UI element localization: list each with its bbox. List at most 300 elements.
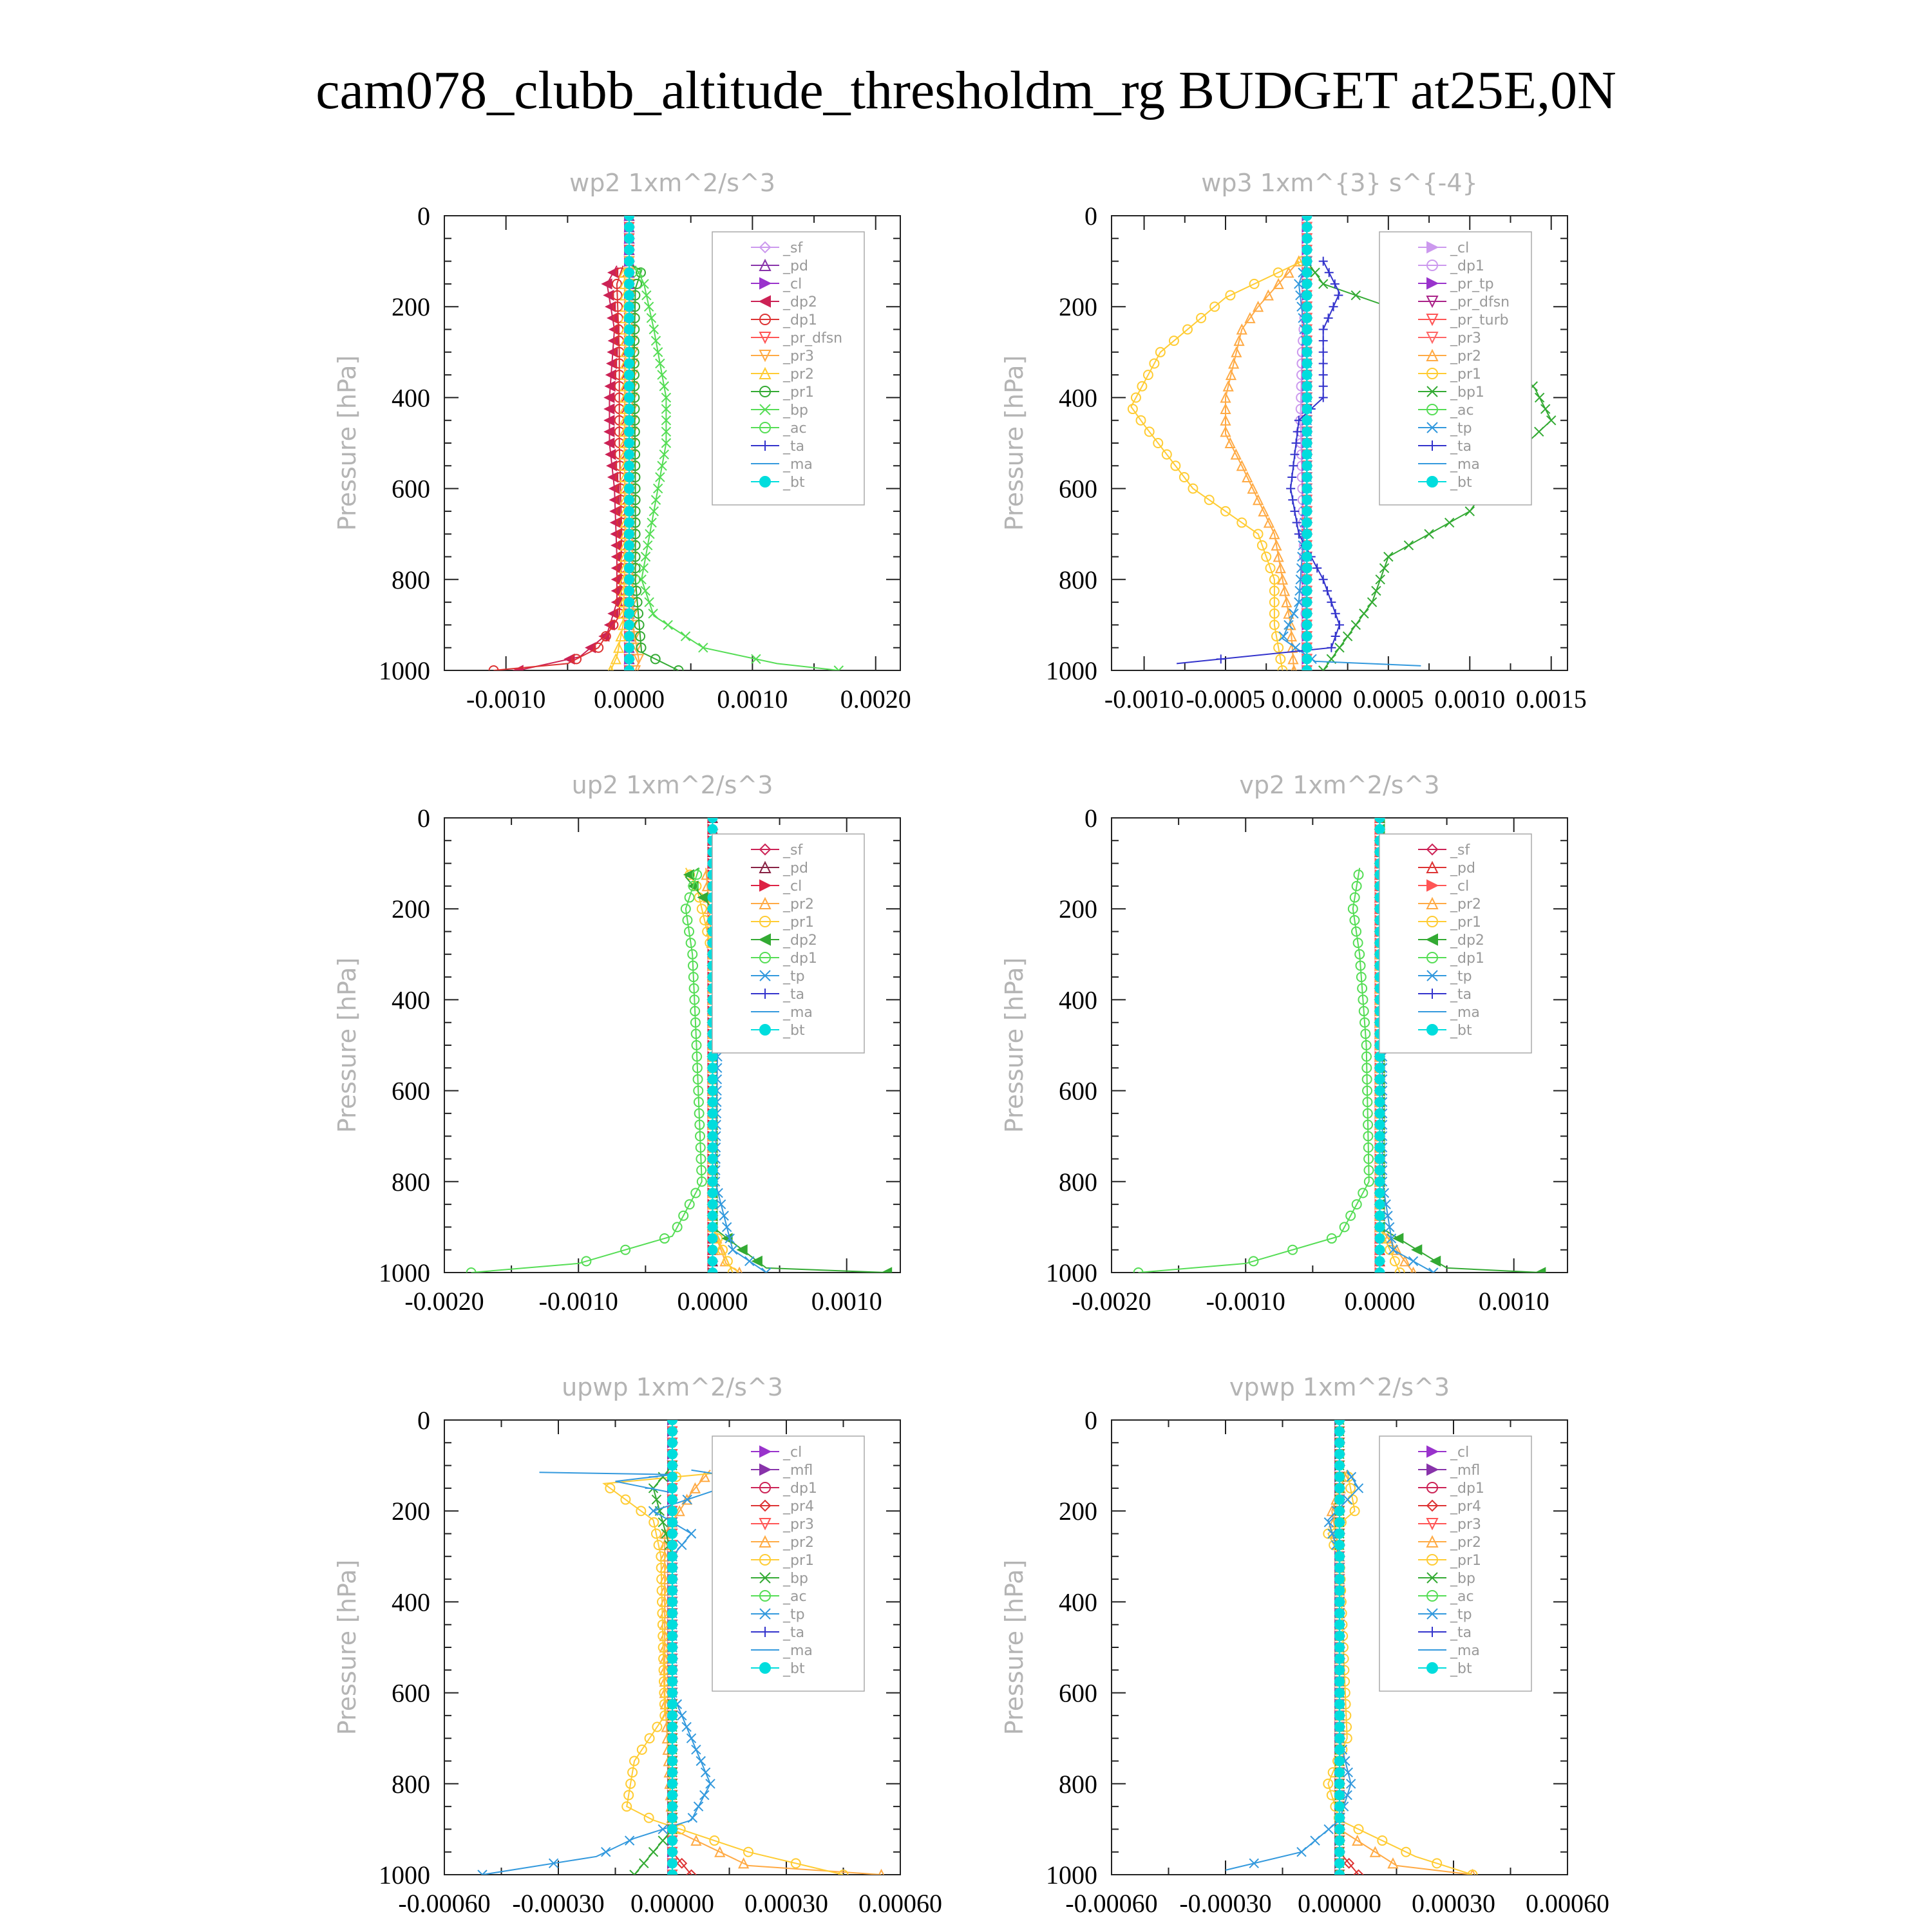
data-point bbox=[1302, 223, 1311, 232]
data-point bbox=[1335, 1575, 1344, 1584]
data-point bbox=[1335, 1700, 1344, 1709]
legend bbox=[1379, 232, 1531, 505]
legend-label: _pr1 bbox=[783, 1553, 815, 1569]
data-point bbox=[668, 1745, 677, 1754]
data-point bbox=[677, 1711, 687, 1720]
legend-label: _ac bbox=[1450, 1589, 1474, 1605]
legend-label: _cl bbox=[783, 878, 802, 895]
data-point bbox=[1302, 314, 1311, 323]
series-bt bbox=[625, 211, 634, 675]
data-point bbox=[668, 1779, 677, 1788]
data-point bbox=[1375, 1177, 1384, 1186]
data-point bbox=[668, 1427, 677, 1436]
y-tick-label: 600 bbox=[1059, 474, 1097, 504]
y-tick-label: 800 bbox=[392, 1167, 430, 1197]
data-point bbox=[645, 598, 654, 607]
data-point bbox=[1380, 564, 1389, 573]
data-point bbox=[1335, 1870, 1344, 1879]
data-point bbox=[1335, 1711, 1344, 1720]
data-point bbox=[1302, 211, 1311, 220]
y-tick-label: 0 bbox=[417, 1406, 430, 1435]
data-point bbox=[1335, 1802, 1344, 1811]
legend-label: _ma bbox=[783, 457, 813, 473]
data-point bbox=[668, 1757, 677, 1766]
y-tick-label: 400 bbox=[392, 985, 430, 1015]
data-point bbox=[649, 1506, 658, 1515]
data-point bbox=[668, 1859, 677, 1868]
data-point bbox=[625, 393, 634, 402]
data-point bbox=[625, 564, 634, 573]
legend-label: _pr4 bbox=[783, 1499, 815, 1515]
legend-label: _sf bbox=[1450, 842, 1470, 858]
x-tick-label: 0.0000 bbox=[594, 685, 665, 714]
data-point bbox=[668, 1484, 677, 1493]
legend-label: _pr1 bbox=[1450, 366, 1482, 383]
y-tick-label: 0 bbox=[1084, 1406, 1097, 1435]
legend-label: _pr3 bbox=[1450, 330, 1482, 346]
data-point bbox=[1335, 1757, 1344, 1766]
data-point bbox=[708, 1200, 717, 1209]
data-point bbox=[1335, 1689, 1344, 1698]
legend-label: _pr3 bbox=[783, 348, 815, 365]
data-point bbox=[1302, 541, 1311, 550]
data-point bbox=[1290, 507, 1299, 516]
data-point bbox=[1335, 1530, 1344, 1539]
y-tick-label: 0 bbox=[1084, 804, 1097, 833]
y-axis-label: Pressure [hPa] bbox=[1000, 957, 1028, 1133]
data-point bbox=[708, 1132, 717, 1141]
data-point bbox=[625, 541, 634, 550]
data-point bbox=[625, 529, 634, 538]
data-point bbox=[1372, 586, 1381, 595]
data-point bbox=[668, 1700, 677, 1709]
legend-label: _ta bbox=[783, 439, 805, 455]
data-point bbox=[696, 1757, 705, 1766]
legend-label: _dp2 bbox=[783, 933, 817, 949]
legend-marker bbox=[1427, 477, 1437, 487]
legend-label: _ta bbox=[783, 1625, 805, 1641]
data-point bbox=[668, 1552, 677, 1561]
data-point bbox=[1327, 643, 1336, 652]
legend-marker bbox=[760, 477, 770, 487]
data-point bbox=[1324, 314, 1333, 323]
legend-label: _pr_dfsn bbox=[1450, 294, 1510, 310]
data-point bbox=[668, 1495, 677, 1504]
data-point bbox=[694, 1802, 703, 1811]
legend-label: _ac bbox=[783, 421, 807, 437]
chart-panel-4 bbox=[1000, 771, 1567, 1316]
x-tick-label: 0.0020 bbox=[840, 685, 911, 714]
legend-label: _cl bbox=[783, 1444, 802, 1461]
y-tick-label: 0 bbox=[417, 804, 430, 833]
data-point bbox=[708, 1268, 717, 1277]
data-point bbox=[1375, 1075, 1384, 1084]
data-point bbox=[1334, 291, 1343, 300]
legend-label: _bt bbox=[1450, 475, 1472, 491]
data-point bbox=[1335, 1723, 1344, 1732]
data-point bbox=[692, 1745, 701, 1754]
data-point bbox=[1335, 1665, 1344, 1674]
data-point bbox=[708, 825, 717, 834]
y-tick-label: 200 bbox=[1059, 1497, 1097, 1526]
data-point bbox=[1302, 586, 1311, 595]
data-point bbox=[1375, 1188, 1384, 1197]
y-tick-label: 1000 bbox=[1046, 1861, 1097, 1889]
y-tick-label: 200 bbox=[392, 1497, 430, 1526]
data-point bbox=[1302, 336, 1311, 345]
data-point bbox=[668, 1677, 677, 1686]
x-tick-label: 0.00000 bbox=[1298, 1889, 1381, 1918]
data-point bbox=[625, 495, 634, 504]
legend-label: _bt bbox=[1450, 1661, 1472, 1677]
legend-label: _dp1 bbox=[1450, 258, 1484, 274]
data-point bbox=[708, 1256, 717, 1265]
data-point bbox=[625, 620, 634, 629]
data-point bbox=[668, 1506, 677, 1515]
figure-title: cam078_clubb_altitude_thresholdm_rg BUDGET at25E,0N bbox=[316, 61, 1616, 120]
legend-label: _bp bbox=[1450, 1571, 1475, 1587]
data-point bbox=[1541, 404, 1550, 413]
data-point bbox=[625, 336, 634, 345]
data-point bbox=[1351, 620, 1360, 629]
data-point bbox=[1375, 1097, 1384, 1106]
legend-label: _pr1 bbox=[783, 914, 815, 931]
data-point bbox=[1412, 1245, 1421, 1255]
y-axis-label: Pressure [hPa] bbox=[333, 1559, 361, 1736]
data-point bbox=[1335, 1620, 1344, 1629]
data-point bbox=[1375, 1166, 1384, 1175]
legend bbox=[1379, 1436, 1531, 1691]
data-point bbox=[1375, 1256, 1384, 1265]
data-point bbox=[668, 1870, 677, 1879]
y-tick-label: 200 bbox=[392, 292, 430, 322]
data-point bbox=[1335, 1779, 1344, 1788]
data-point bbox=[1375, 1268, 1384, 1277]
legend-label: _bp bbox=[783, 402, 808, 419]
data-point bbox=[625, 553, 634, 562]
data-point bbox=[1302, 553, 1311, 562]
x-tick-label: -0.00060 bbox=[398, 1889, 491, 1918]
data-point bbox=[625, 484, 634, 493]
legend-label: _dp1 bbox=[783, 1481, 817, 1497]
data-point bbox=[708, 1177, 717, 1186]
chart-panel-1 bbox=[333, 169, 911, 714]
legend bbox=[1379, 834, 1531, 1053]
data-point bbox=[625, 507, 634, 516]
legend-label: _ma bbox=[1450, 1643, 1480, 1659]
y-tick-label: 1000 bbox=[1046, 1258, 1097, 1287]
legend-label: _tp bbox=[783, 969, 805, 985]
x-tick-label: 0.0000 bbox=[1271, 685, 1343, 714]
series-line bbox=[1139, 868, 1369, 1273]
data-point bbox=[625, 473, 634, 482]
x-tick-label: 0.0015 bbox=[1515, 685, 1587, 714]
data-point bbox=[1359, 609, 1368, 618]
legend-label: _ma bbox=[1450, 1005, 1480, 1021]
data-point bbox=[682, 1723, 691, 1732]
y-tick-label: 600 bbox=[392, 474, 430, 504]
y-tick-label: 800 bbox=[392, 565, 430, 594]
legend-label: _mfl bbox=[783, 1463, 813, 1479]
data-point bbox=[625, 666, 634, 675]
data-point bbox=[625, 279, 634, 289]
y-tick-label: 0 bbox=[1084, 202, 1097, 231]
data-point bbox=[1302, 382, 1311, 391]
data-point bbox=[1375, 813, 1384, 822]
series-line bbox=[1226, 261, 1299, 670]
data-point bbox=[1302, 291, 1311, 300]
data-point bbox=[1335, 1836, 1344, 1845]
y-axis-label: Pressure [hPa] bbox=[1000, 1559, 1028, 1736]
legend-label: _bp bbox=[783, 1571, 808, 1587]
x-tick-label: -0.00060 bbox=[1065, 1889, 1158, 1918]
legend-label: _ac bbox=[783, 1589, 807, 1605]
legend-label: _pr3 bbox=[1450, 1517, 1482, 1533]
data-point bbox=[1335, 1552, 1344, 1561]
data-point bbox=[625, 245, 634, 254]
data-point bbox=[1327, 598, 1336, 607]
data-point bbox=[1302, 632, 1311, 641]
data-point bbox=[625, 234, 634, 243]
data-point bbox=[1331, 632, 1340, 641]
data-point bbox=[1319, 279, 1328, 289]
legend-label: _tp bbox=[1450, 969, 1472, 985]
x-tick-label: -0.0010 bbox=[1104, 685, 1184, 714]
legend-label: _bt bbox=[783, 1023, 805, 1039]
data-point bbox=[706, 1779, 715, 1788]
data-point bbox=[1302, 518, 1311, 527]
x-tick-label: 0.0005 bbox=[1352, 685, 1424, 714]
data-point bbox=[1297, 1848, 1306, 1857]
legend-label: _pd bbox=[1450, 860, 1475, 876]
data-point bbox=[1319, 325, 1328, 334]
data-point bbox=[1335, 1643, 1344, 1652]
legend-label: _ac bbox=[1450, 402, 1474, 419]
legend-label: _bt bbox=[783, 1661, 805, 1677]
data-point bbox=[1329, 302, 1338, 311]
series-pr1 bbox=[1128, 257, 1307, 675]
data-point bbox=[708, 1245, 717, 1255]
data-point bbox=[668, 1631, 677, 1640]
data-point bbox=[1302, 234, 1311, 243]
legend-marker bbox=[1427, 1025, 1437, 1035]
data-point bbox=[708, 1121, 717, 1130]
data-point bbox=[1217, 654, 1226, 663]
data-point bbox=[1302, 620, 1311, 629]
data-point bbox=[1335, 1814, 1344, 1823]
data-point bbox=[1319, 348, 1328, 357]
data-point bbox=[708, 1097, 717, 1106]
legend-label: _pr1 bbox=[783, 384, 815, 401]
data-point bbox=[708, 1211, 717, 1220]
legend-label: _pr2 bbox=[783, 896, 815, 913]
data-point bbox=[668, 1814, 677, 1823]
y-tick-label: 800 bbox=[1059, 1769, 1097, 1799]
data-point bbox=[708, 1222, 717, 1231]
legend-label: _dp1 bbox=[1450, 951, 1484, 967]
legend-label: _pd bbox=[783, 258, 808, 274]
data-point bbox=[1302, 370, 1311, 379]
data-point bbox=[1536, 1268, 1545, 1277]
data-point bbox=[668, 1586, 677, 1595]
data-point bbox=[708, 813, 717, 822]
data-point bbox=[1292, 439, 1301, 448]
data-point bbox=[625, 450, 634, 459]
data-point bbox=[1431, 1256, 1440, 1265]
data-point bbox=[708, 1143, 717, 1152]
data-point bbox=[668, 1768, 677, 1777]
data-point bbox=[1535, 427, 1544, 436]
data-point bbox=[1343, 632, 1352, 641]
data-point bbox=[1319, 336, 1328, 345]
legend-marker bbox=[1427, 1663, 1437, 1673]
y-tick-label: 600 bbox=[392, 1678, 430, 1708]
x-tick-label: 0.0000 bbox=[677, 1287, 748, 1316]
data-point bbox=[1319, 359, 1328, 368]
legend-marker bbox=[760, 1025, 770, 1035]
data-point bbox=[668, 1609, 677, 1618]
data-point bbox=[668, 1563, 677, 1572]
y-tick-label: 600 bbox=[1059, 1678, 1097, 1708]
data-point bbox=[1335, 1848, 1344, 1857]
series-dp1 bbox=[489, 266, 627, 675]
data-point bbox=[625, 609, 634, 618]
data-point bbox=[625, 427, 634, 436]
data-point bbox=[1335, 1438, 1344, 1447]
data-point bbox=[668, 1540, 677, 1549]
data-point bbox=[1302, 654, 1311, 663]
data-point bbox=[625, 439, 634, 448]
legend-label: _cl bbox=[1450, 240, 1470, 256]
data-point bbox=[668, 1461, 677, 1470]
data-point bbox=[687, 1530, 696, 1539]
data-point bbox=[1335, 1506, 1344, 1515]
legend-label: _cl bbox=[1450, 878, 1470, 895]
y-axis-label: Pressure [hPa] bbox=[1000, 355, 1028, 531]
data-point bbox=[1376, 575, 1385, 584]
data-point bbox=[1302, 393, 1311, 402]
data-point bbox=[687, 1734, 696, 1743]
x-tick-label: 0.0010 bbox=[1478, 1287, 1549, 1316]
y-axis-label: Pressure [hPa] bbox=[333, 957, 361, 1133]
legend-label: _ta bbox=[1450, 987, 1472, 1003]
legend-label: _pr4 bbox=[1450, 1499, 1482, 1515]
legend-label: _dp1 bbox=[783, 312, 817, 328]
data-point bbox=[719, 1211, 728, 1220]
data-point bbox=[1347, 1779, 1356, 1788]
data-point bbox=[1323, 586, 1332, 595]
data-point bbox=[625, 518, 634, 527]
x-tick-label: -0.00030 bbox=[1179, 1889, 1272, 1918]
data-point bbox=[625, 654, 634, 663]
legend-label: _sf bbox=[783, 842, 803, 858]
legend bbox=[712, 1436, 864, 1691]
data-point bbox=[1335, 620, 1344, 629]
data-point bbox=[708, 1086, 717, 1095]
data-point bbox=[1465, 507, 1474, 516]
data-point bbox=[1335, 1586, 1344, 1595]
data-point bbox=[647, 314, 656, 323]
data-point bbox=[708, 1166, 717, 1175]
data-point bbox=[1335, 1597, 1344, 1606]
data-point bbox=[1319, 382, 1328, 391]
data-point bbox=[1335, 1472, 1344, 1481]
data-point bbox=[1375, 1132, 1384, 1141]
data-point bbox=[1375, 1143, 1384, 1152]
legend-label: _bt bbox=[1450, 1023, 1472, 1039]
data-point bbox=[668, 1723, 677, 1732]
data-point bbox=[882, 1268, 891, 1277]
data-point bbox=[625, 325, 634, 334]
data-point bbox=[658, 1824, 667, 1833]
data-point bbox=[708, 1063, 717, 1072]
data-point bbox=[649, 609, 658, 618]
data-point bbox=[601, 1848, 611, 1857]
data-point bbox=[625, 291, 634, 300]
data-point bbox=[1404, 541, 1413, 550]
legend-label: _tp bbox=[1450, 1607, 1472, 1623]
series-line bbox=[471, 868, 702, 1273]
data-point bbox=[668, 1575, 677, 1584]
series-bt bbox=[1335, 1416, 1344, 1879]
x-tick-label: -0.0010 bbox=[466, 685, 546, 714]
data-point bbox=[1302, 416, 1311, 425]
data-point bbox=[1375, 1234, 1384, 1243]
data-point bbox=[1375, 1155, 1384, 1164]
data-point bbox=[1302, 302, 1311, 311]
data-point bbox=[1302, 484, 1311, 493]
data-point bbox=[1335, 1427, 1344, 1436]
data-point bbox=[1335, 1768, 1344, 1777]
chart-title: wp2 1xm^2/s^3 bbox=[569, 169, 775, 197]
data-point bbox=[1375, 1109, 1384, 1118]
legend-label: _dp1 bbox=[1450, 1481, 1484, 1497]
data-point bbox=[668, 1643, 677, 1652]
y-tick-label: 800 bbox=[1059, 1167, 1097, 1197]
data-point bbox=[663, 620, 672, 629]
data-point bbox=[1302, 575, 1311, 584]
data-point bbox=[1284, 620, 1293, 629]
chart-title: vpwp 1xm^2/s^3 bbox=[1229, 1373, 1450, 1401]
data-point bbox=[668, 1734, 677, 1743]
legend-label: _ta bbox=[1450, 1625, 1472, 1641]
data-point bbox=[1375, 1121, 1384, 1130]
data-point bbox=[625, 586, 634, 595]
data-point bbox=[1335, 1677, 1344, 1686]
data-point bbox=[645, 302, 654, 311]
data-point bbox=[625, 268, 634, 277]
data-point bbox=[668, 1620, 677, 1629]
legend bbox=[712, 834, 864, 1053]
legend-label: _ta bbox=[783, 987, 805, 1003]
data-point bbox=[1302, 450, 1311, 459]
data-point bbox=[1335, 1540, 1344, 1549]
x-tick-label: 0.0010 bbox=[811, 1287, 882, 1316]
x-tick-label: 0.0000 bbox=[1344, 1287, 1416, 1316]
series-bt bbox=[1302, 211, 1311, 675]
data-point bbox=[625, 643, 634, 652]
series-dp1 bbox=[467, 868, 706, 1277]
data-point bbox=[1302, 427, 1311, 436]
legend bbox=[712, 232, 864, 505]
legend-label: _dp1 bbox=[783, 951, 817, 967]
y-tick-label: 1000 bbox=[379, 656, 430, 685]
y-tick-label: 400 bbox=[392, 1587, 430, 1617]
legend-label: _pr_tp bbox=[1450, 276, 1494, 292]
data-point bbox=[701, 1768, 710, 1777]
data-point bbox=[668, 1711, 677, 1720]
data-point bbox=[625, 598, 634, 607]
